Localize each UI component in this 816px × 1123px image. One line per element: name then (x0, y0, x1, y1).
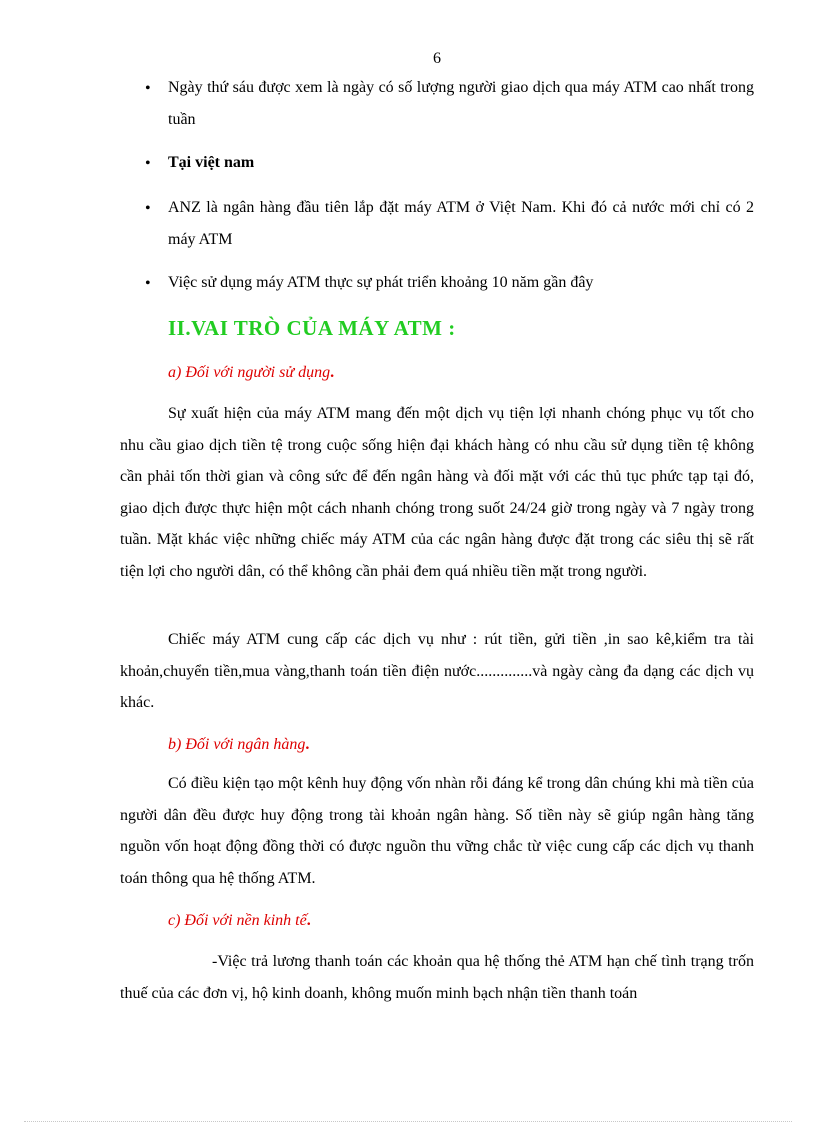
section-heading: II.VAI TRÒ CỦA MÁY ATM : (168, 316, 456, 340)
subsection-heading-economy (168, 912, 311, 930)
subsection-title: b) Đối với ngân hàng (168, 736, 306, 753)
subsection-heading-users (168, 364, 334, 382)
subsection-dot: . (330, 364, 335, 381)
page-number: 6 (433, 50, 441, 67)
paragraph-users-1: Sự xuất hiện của máy ATM mang đến một dịch vụ tiện lợi nhanh chóng phục vụ tốt cho nhu cầu giao dịch tiền tệ trong cuộc sống hiện đại khách hàng có nhu cầu sử dụng tiền tệ không cần phải tốn thời gian và công sức để đến ngân hàng và đối mặt với các thủ tục phức tạp tại đó, giao dịch được thực hiện một cách nhanh chóng trong suốt 24/24 giờ trong ngày và 7 ngày trong tuần. Mặt khác việc những chiếc máy ATM của các ngân hàng được đặt trong các siêu thị sẽ rất tiện lợi cho người dân, có thể không cần phải đem quá nhiều tiền mặt trong người. (120, 405, 754, 580)
subsection-title: a) Đối với người sử dụng (168, 364, 331, 381)
page-bottom-rule (24, 1121, 792, 1122)
bullet-marker: • (145, 80, 151, 97)
bullet-marker: • (145, 155, 151, 172)
bullet-text-anz: ANZ là ngân hàng đầu tiên lắp đặt máy ATM ở Việt Nam. Khi đó cả nước mới chỉ có 2 máy ATM (168, 199, 754, 248)
subsection-title: c) Đối với nền kinh tế (168, 912, 307, 929)
bullet-marker: • (145, 200, 151, 217)
paragraph-economy: -Việc trả lương thanh toán các khoản qua hệ thống thẻ ATM hạn chế tình trạng trốn thuế của các đơn vị, hộ kinh doanh, không muốn minh bạch nhận tiền thanh toán (120, 953, 754, 1002)
paragraph-users-2: Chiếc máy ATM cung cấp các dịch vụ như : rút tiền, gửi tiền ,in sao kê,kiểm tra tài khoản,chuyển tiền,mua vàng,thanh toán tiền điện nước..............và ngày càng đa dạng các dịch vụ khác. (120, 631, 754, 711)
bullet-marker: • (145, 275, 151, 292)
subsection-dot: . (305, 736, 310, 753)
subsection-heading-banks (168, 736, 309, 754)
paragraph-banks: Có điều kiện tạo một kênh huy động vốn nhàn rỗi đáng kể trong dân chúng khi mà tiền của người dân đều được huy động trong tài khoản ngân hàng. Số tiền này sẽ giúp ngân hàng tăng nguồn vốn hoạt động đồng thời có được nguồn thu vững chắc từ việc cung cấp các dịch vụ thanh toán thông qua hệ thống ATM. (120, 775, 754, 887)
subsection-dot: . (306, 912, 311, 929)
bullet-text-friday: Ngày thứ sáu được xem là ngày có số lượng người giao dịch qua máy ATM cao nhất trong tuần (168, 79, 754, 128)
bullet-text-vietnam-heading: Tại việt nam (168, 154, 255, 171)
bullet-text-growth: Việc sử dụng máy ATM thực sự phát triển khoảng 10 năm gần đây (168, 274, 594, 291)
